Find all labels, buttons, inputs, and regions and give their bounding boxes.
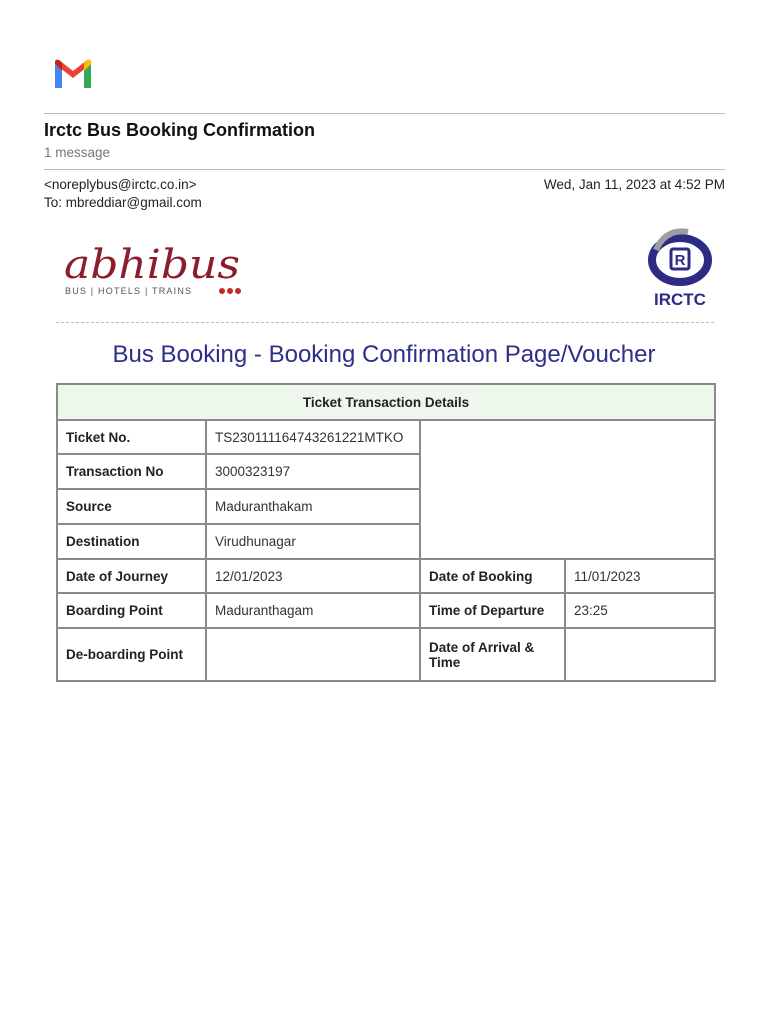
header-divider-bottom — [44, 169, 725, 170]
time-of-departure-label: Time of Departure — [420, 593, 565, 628]
ticket-no-value: TS230111164743261221MTKO — [206, 420, 420, 454]
transaction-no-value: 3000323197 — [206, 454, 420, 489]
gmail-logo-icon — [52, 58, 94, 90]
source-label: Source — [57, 489, 206, 524]
date-of-journey-label: Date of Journey — [57, 559, 206, 593]
email-subject: Irctc Bus Booking Confirmation — [44, 120, 316, 140]
boarding-point-label: Boarding Point — [57, 593, 206, 628]
transaction-no-label: Transaction No — [57, 454, 206, 489]
logo-separator — [56, 322, 714, 323]
sender-address: <noreplybus@irctc.co.in> — [44, 177, 197, 192]
destination-label: Destination — [57, 524, 206, 559]
empty-cell — [420, 420, 715, 559]
message-count: 1 message — [44, 145, 111, 160]
date-of-booking-value: 11/01/2023 — [565, 559, 715, 593]
ticket-no-label: Ticket No. — [57, 420, 206, 454]
email-date: Wed, Jan 11, 2023 at 4:52 PM — [543, 177, 725, 192]
deboarding-point-label: De-boarding Point — [57, 628, 206, 681]
header-divider-top — [44, 113, 725, 114]
time-of-departure-value: 23:25 — [565, 593, 715, 628]
voucher-heading: Bus Booking - Booking Confirmation Page/Voucher — [112, 341, 656, 368]
abhibus-logo — [62, 232, 244, 300]
abhibus-wordmark: abhibus — [64, 242, 240, 288]
abhibus-tagline: BUS | HOTELS | TRAINS — [65, 286, 193, 296]
destination-value: Virudhunagar — [206, 524, 420, 559]
svg-text:R: R — [674, 252, 686, 269]
date-of-booking-label: Date of Booking — [420, 559, 565, 593]
deboarding-point-value — [206, 628, 420, 681]
recipient-line: To: mbreddiar@gmail.com — [44, 195, 202, 210]
source-value: Maduranthakam — [206, 489, 420, 524]
date-of-arrival-label: Date of Arrival & Time — [420, 628, 565, 681]
irctc-logo — [644, 222, 716, 310]
table-title: Ticket Transaction Details — [57, 384, 715, 420]
boarding-point-value: Maduranthagam — [206, 593, 420, 628]
date-of-arrival-value — [565, 628, 715, 681]
irctc-label: IRCTC — [654, 290, 706, 309]
ticket-details-table — [56, 383, 716, 682]
date-of-journey-value: 12/01/2023 — [206, 559, 420, 593]
